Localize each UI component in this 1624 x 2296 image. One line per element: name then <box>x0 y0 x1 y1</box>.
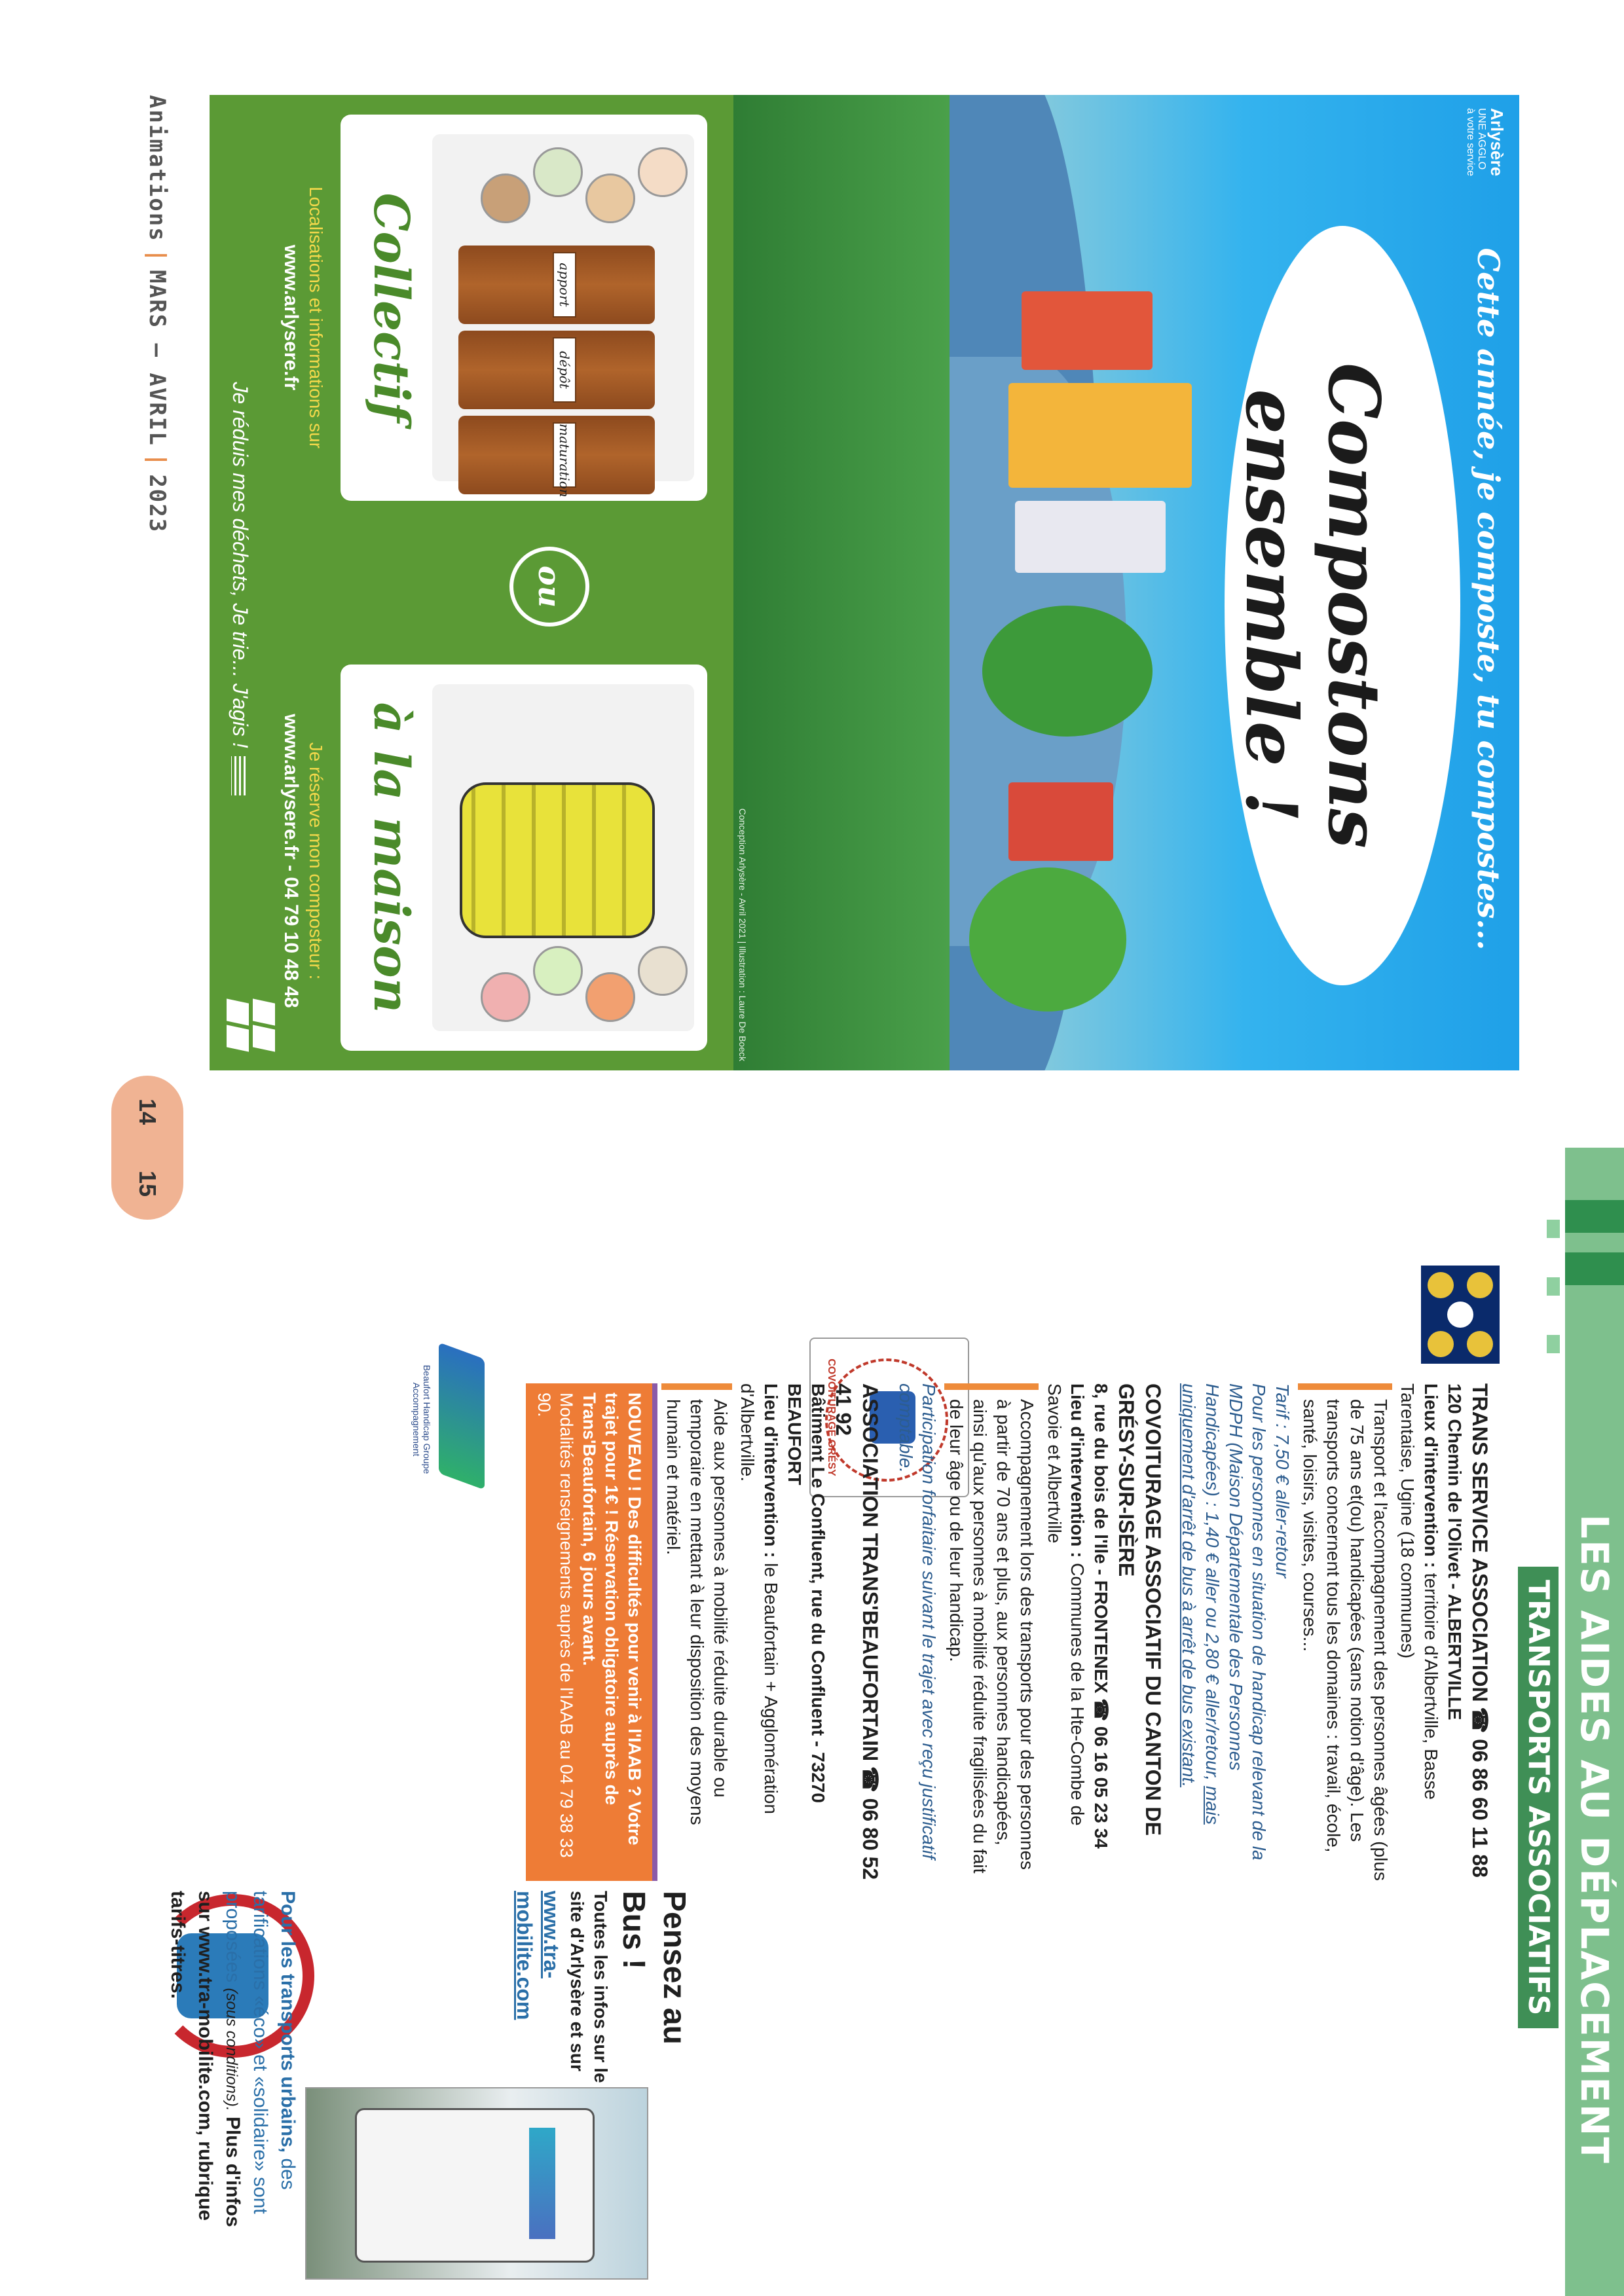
collective-card <box>341 115 707 501</box>
windows-logo-icon <box>225 1001 275 1051</box>
bus-title: Pensez au Bus ! <box>616 1891 692 2045</box>
reservation-contact[interactable]: www.arlysere.fr - 04 79 10 48 48 <box>280 714 302 1008</box>
bus-photo <box>305 2087 648 2280</box>
tsa-phone: ☎ 06 86 60 11 88 <box>1468 1707 1492 1878</box>
food-scraps-icon <box>471 147 688 226</box>
page-number: 15 <box>111 1148 183 1220</box>
page-footer: Animations|MARS – AVRIL|2023 <box>144 95 170 534</box>
tsa-name: TRANS SERVICE ASSOCIATION <box>1468 1383 1492 1702</box>
gresy-phone: ☎ 06 16 05 23 34 <box>1091 1698 1112 1849</box>
tsa-address: 120 Chemin de l'Olivet - ALBERTVILLE <box>1445 1383 1466 1721</box>
tra-mobilite-link[interactable]: www.tra-mobilite.com <box>512 1891 564 2020</box>
compost-bin: apport <box>458 246 655 324</box>
beaufortain-address: Bâtiment Le Confluent, rue du Confluent - 73270 BEAUFORT <box>784 1383 828 1803</box>
collective-title: Collectif <box>363 192 419 423</box>
or-badge: ou <box>509 547 589 627</box>
tsa-block: TRANS SERVICE ASSOCIATION ☎ 06 86 60 11 88 120 Chemin de l'Olivet - ALBERTVILLE Lieux d'intervention : territoire d'Albertville, Basse Tarentaise, Ugine (18 communes) Transport et l'accompagnement des personnes âgées (plus de 75 ans et(ou) handicapées (sans notion d'âge). Les transports concernent tous les domaines : travail, école, santé, loisirs, visites, courses... Tarif : 7,50 € aller-retour Pour les personnes en situation de handicap relevant de la MDPH (Maison Départementale des Personnes Handicapées) : 1,40 € aller ou 2,80 € aller/retour, mais uniquement d'arrêt de bus à arrêt de bus existant. <box>1177 1383 1493 1881</box>
gresy-note: Participation forfaitaire suivant le trajet avec reçu justificatif comptable. <box>895 1383 940 1859</box>
decorative-squares <box>1547 1220 1560 1393</box>
sub-title: TRANSPORTS ASSOCIATIFS <box>1518 1567 1559 2028</box>
page-number: 14 <box>111 1076 183 1148</box>
arlysere-logo: Arlysère UNE AGGLO à votre service <box>1464 108 1507 177</box>
poster-tagline: Cette année, je composte, tu compostes... <box>1471 247 1506 951</box>
trans-service-logo <box>1421 1266 1500 1364</box>
trans-beaufortain-logo: Beaufort Handicap Groupe Accompagnement <box>406 1344 511 1495</box>
section-title: LES AIDES AU DÉPLACEMENT <box>1572 1514 1617 2164</box>
covoiturage-gresy-logo: COVOITURAGE GRÉSY <box>809 1338 969 1497</box>
tsa-description: Transport et l'accompagnement des personnes âgées (plus de 75 ans et(ou) handicapées (sans notion d'âge). Les transports concernent tous les domaines : travail, école, santé, loisirs, visites, courses... <box>1298 1383 1392 1881</box>
compost-poster-illustration <box>733 95 1519 1070</box>
section-band <box>1565 1148 1624 2296</box>
nouveau-box: NOUVEAU ! Des difficultés pour venir à l'IAAB ? Votre trajet pour 1€ ! Réservation obligatoire auprès de Trans'Beaufortain, 6 jours avant. Modalités renseignements auprès de l'IAAB au 04 79 38 33 90. <box>526 1383 652 1881</box>
beaufortain-block: ASSOCIATION TRANS'BEAUFORTAIN ☎ 06 80 52 41 92 Bâtiment Le Confluent, rue du Confluent - 73270 BEAUFORT Lieu d'intervention : le Beaufortain + Agglomération d'Albertville. Aide aux personnes à mobilité réduite durable ou temporaire en mettant à leur disposition des moyens humain et matériel. NOUVEAU ! Des difficultés pour venir à l'IAAB ? Votre trajet pour 1€ ! Réservation obligatoire auprès de Trans'Beaufortain, 6 jours avant. Modalités renseignements auprès de l'IAAB au 04 79 38 33 90. <box>526 1383 883 1881</box>
home-info: Je réserve mon composteur : www.arlysere.fr - 04 79 10 48 48 <box>278 671 327 1051</box>
food-scraps-icon <box>471 946 688 1025</box>
home-illustration <box>432 684 694 1031</box>
gresy-description: Accompagnement lors des transports pour des personnes à partir de 70 ans et plus, aux personnes handicapées, ainsi qu'aux personnes à mobilité réduite fragilisées du fait de leur âge ou de leur handicap. <box>944 1383 1038 1881</box>
page-15 <box>0 1148 1624 2296</box>
associations-column <box>515 1383 1493 1881</box>
collective-info: Localisations et informations sur www.arlysere.fr <box>278 134 327 501</box>
beaufortain-name: ASSOCIATION TRANS'BEAUFORTAIN <box>858 1383 882 1762</box>
home-title: à la maison <box>363 702 419 1013</box>
compost-options-panel <box>210 95 733 1070</box>
tsa-tarif-mdph: Pour les personnes en situation de handicap relevant de la MDPH (Maison Départementale des Personnes Handicapées) : 1,40 € aller ou 2,80 € aller/retour, mais uniquement d'arrêt de bus à arrêt de bus existant. <box>1178 1383 1270 1861</box>
slogan: Je réduis mes déchets, Je trie... J'agis ! <box>228 134 252 1051</box>
beaufortain-description: Aide aux personnes à mobilité réduite durable ou temporaire en mettant à leur disposition des moyens humain et matériel. <box>661 1383 731 1881</box>
tsa-tarif: Tarif : 7,50 € aller-retour <box>1272 1383 1293 1578</box>
gresy-block: COVOITURAGE ASSOCIATIF DU CANTON DE GRÉSY-SUR-ISÈRE 8, rue du bois de l'Ile - FRONTENEX ☎ 06 16 05 23 34 Lieu d'intervention : Communes de la Hte-Combe de Savoie et Albertville Accompagnement lors des transports pour des personnes à partir de 70 ans et plus, aux personnes handicapées, ainsi qu'aux personnes à mobilité réduite fragilisées du fait de leur âge ou de leur handicap. Participation forfaitaire suivant le trajet avec reçu justificatif comptable. <box>894 1383 1166 1881</box>
gresy-name: COVOITURAGE ASSOCIATIF DU CANTON DE GRÉSY-SUR-ISÈRE <box>1115 1383 1166 1836</box>
beaufortain-phone: ☎ 06 80 52 41 92 <box>831 1383 882 1880</box>
arlysere-link[interactable]: www.arlysere.fr <box>280 244 302 391</box>
compost-barrel <box>460 782 655 938</box>
home-card <box>341 665 707 1051</box>
poster-headline: Compostons ensemble ! <box>1230 363 1395 848</box>
bus-section: Pensez au Bus ! Toutes les infos sur le site d'Arlysère et sur www.tra-mobilite.com <box>510 1891 694 2087</box>
compost-bin: dépôt <box>458 331 655 409</box>
collective-illustration <box>432 134 694 498</box>
compost-bin: maturation <box>458 416 655 494</box>
poster-credits: Conception Arlysère - Avril 2021 | Illustration : Laure De Boeck <box>737 808 748 1061</box>
closing-text: Pour les transports urbains, des tarifications «éco» et «solidaire» sont proposées (sous conditions). Plus d'infos sur www.tra-mobilite.com, rubrique tarifs-titres. <box>167 1891 299 2227</box>
